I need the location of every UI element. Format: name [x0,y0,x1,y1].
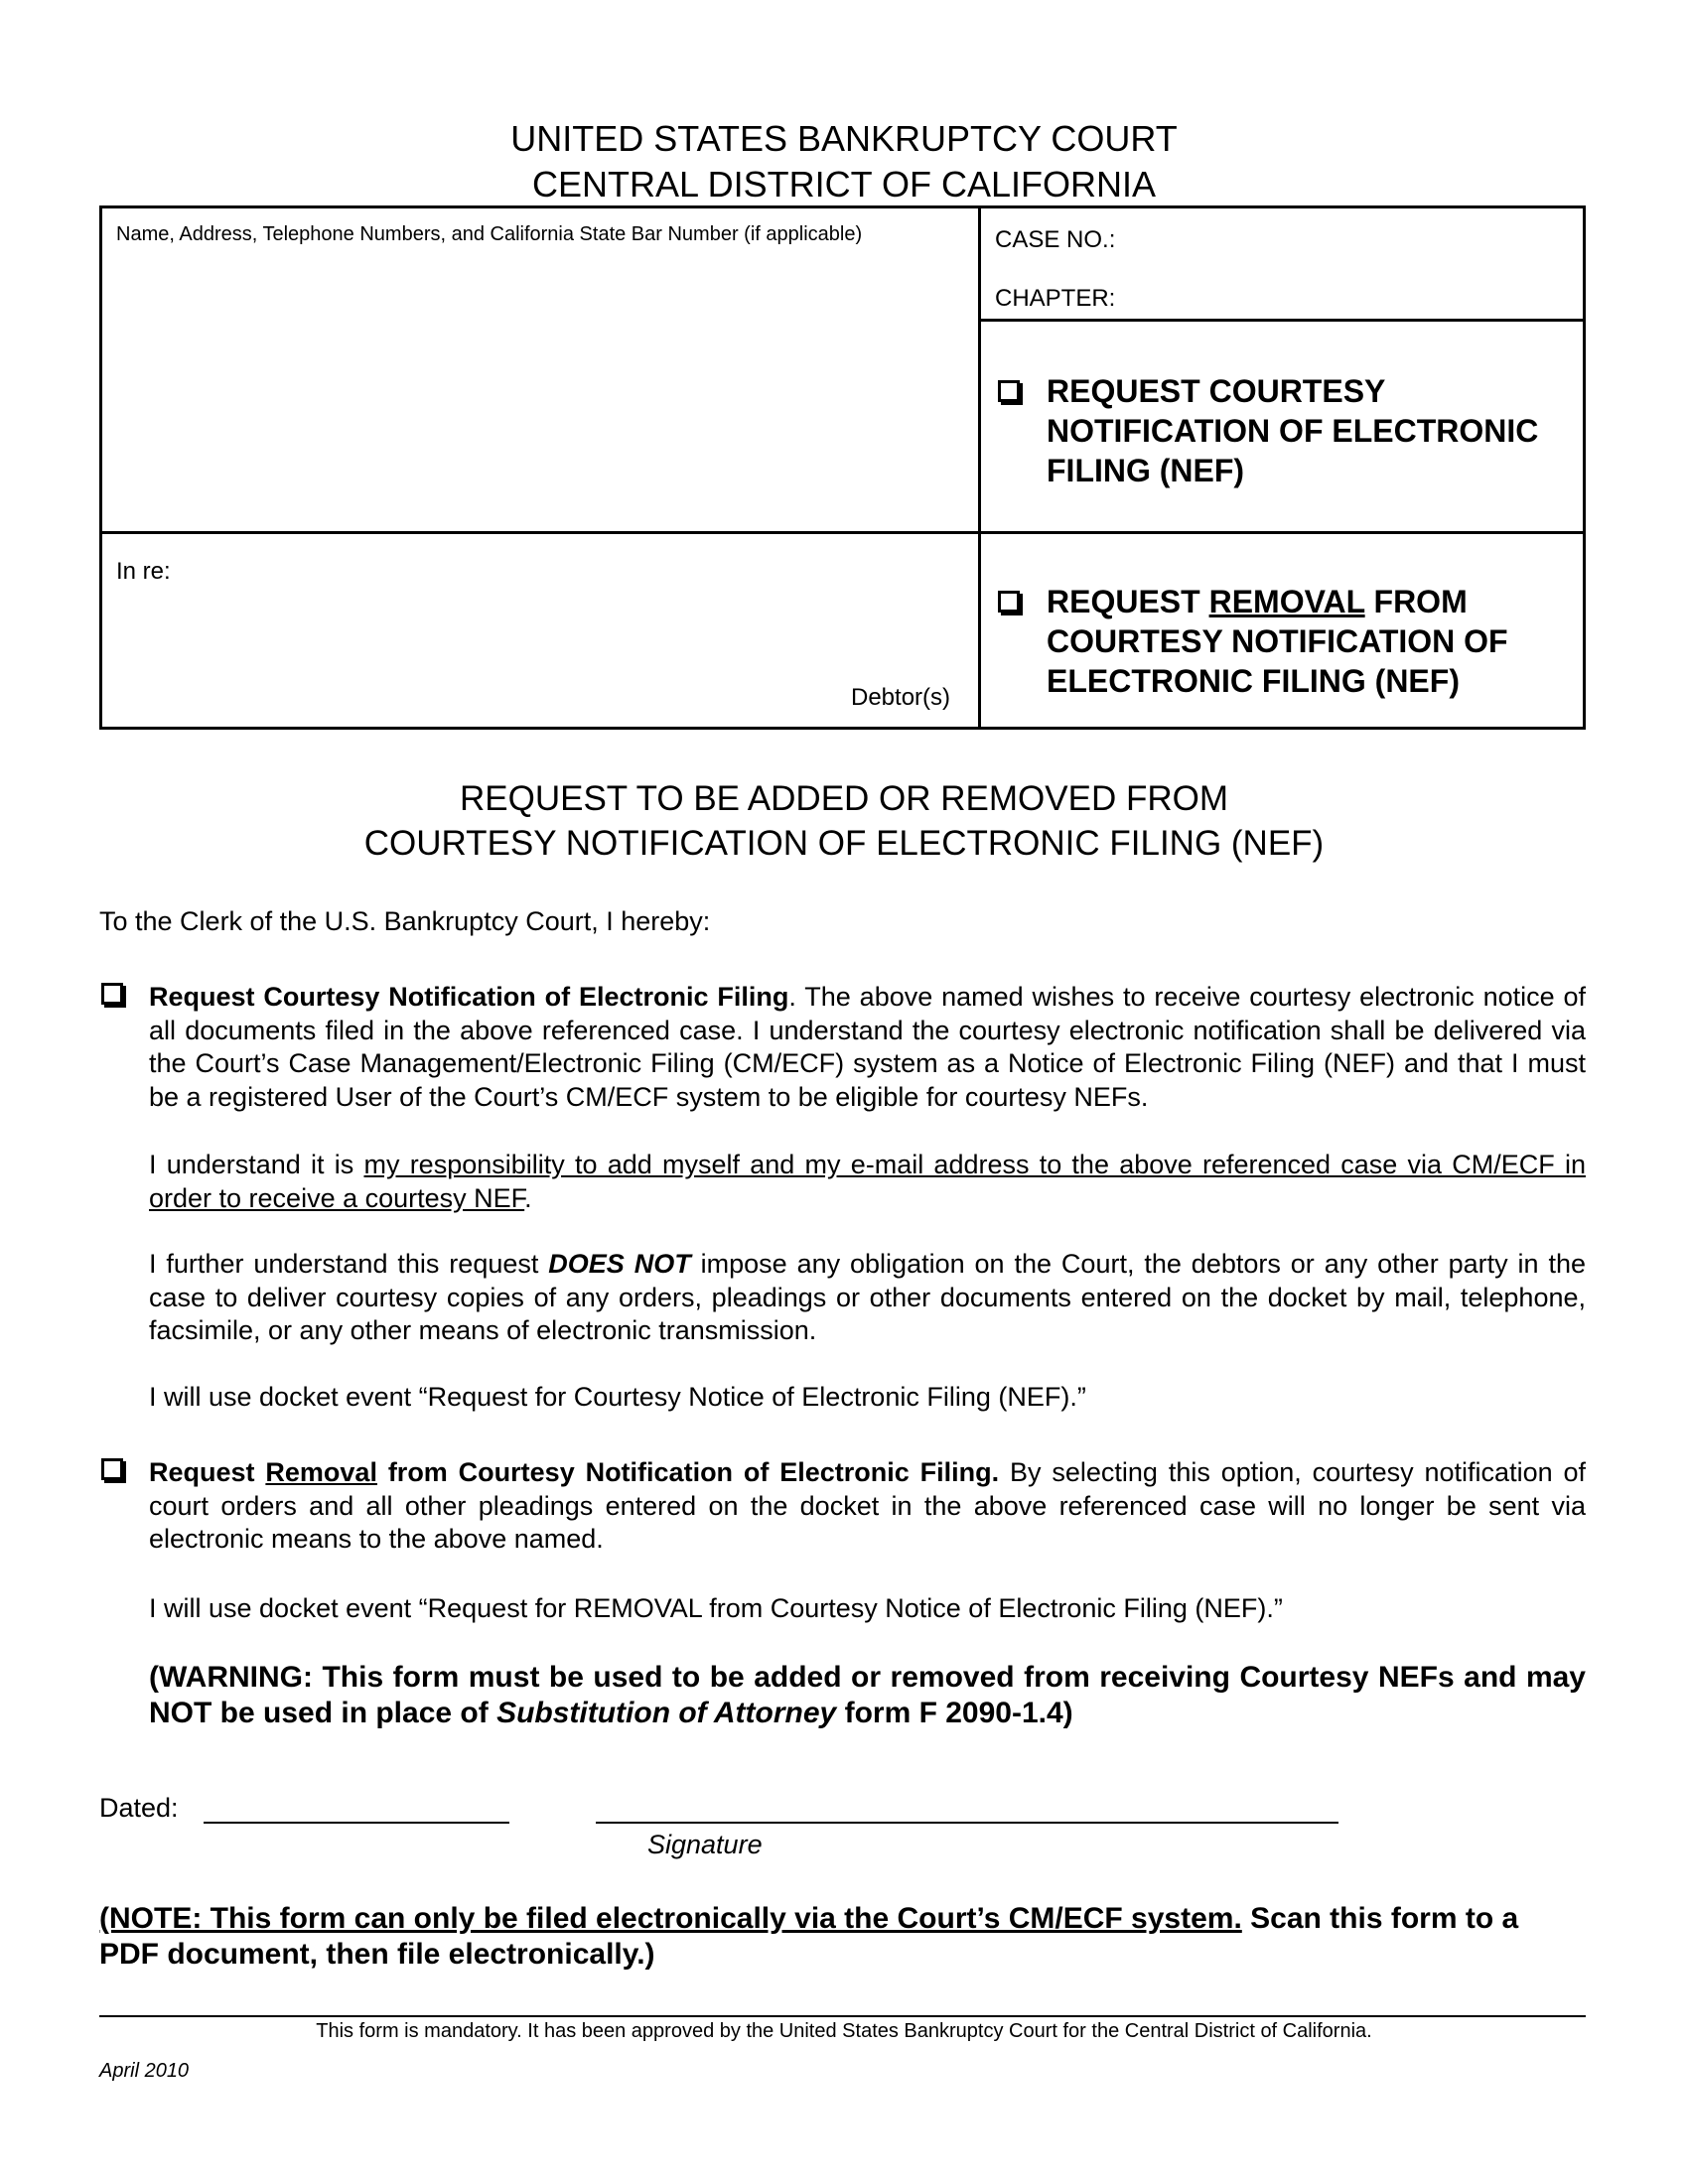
responsibility-paragraph: I understand it is my responsibility to add myself and my e-mail address to the above referenced case via CM/ECF in order to receive a courtesy NEF. [149,1150,1586,1213]
request-courtesy-option: REQUEST COURTESY NOTIFICATION OF ELECTRONIC FILING (NEF) [1047,373,1539,488]
request-courtesy-checkbox[interactable] [998,380,1020,402]
caption-divider-right-top [978,319,1586,322]
court-district: CENTRAL DISTRICT OF CALIFORNIA [531,164,1157,205]
form-title-line1: REQUEST TO BE ADDED OR REMOVED FROM [459,779,1229,818]
intro-text: To the Clerk of the U.S. Bankruptcy Court, I hereby: [99,906,711,936]
request-removal-option: REQUEST REMOVAL FROM COURTESY NOTIFICATION OF ELECTRONIC FILING (NEF) [1047,584,1508,699]
remove-docket-event: I will use docket event “Request for REMOVAL from Courtesy Notice of Electronic Filing (NEF).” [149,1593,1283,1623]
caption-divider-left [99,531,981,534]
in-re-label: In re: [116,558,171,585]
attorney-info-label: Name, Address, Telephone Numbers, and California State Bar Number (if applicable) [116,223,863,245]
court-name: UNITED STATES BANKRUPTCY COURT [510,118,1178,159]
caption-divider-right-bottom [978,531,1586,534]
signature-field[interactable] [596,1822,1338,1824]
date-field[interactable] [204,1822,509,1824]
add-request-checkbox[interactable] [101,983,123,1005]
request-removal-checkbox[interactable] [998,591,1020,613]
signature-label: Signature [647,1830,763,1859]
form-title-line2: COURTESY NOTIFICATION OF ELECTRONIC FILING (NEF) [363,824,1325,863]
add-docket-event: I will use docket event “Request for Courtesy Notice of Electronic Filing (NEF).” [149,1382,1086,1412]
case-no-label: CASE NO.: [995,226,1116,253]
remove-request-checkbox[interactable] [101,1458,123,1480]
caption-divider-vertical [978,205,981,730]
add-request-paragraph: Request Courtesy Notification of Electronic Filing. The above named wishes to receive courtesy electronic notice of all documents filed in the above referenced case. I understand the courtesy electronic notification shall be delivered via the Court’s Case Management/Electronic Filing (CM/ECF) system as a Notice of Electronic Filing (NEF) and that I must be a registered User of the Court’s CM/ECF system to be eligible for courtesy NEFs. [149,982,1587,1112]
mandatory-notice: This form is mandatory. It has been approved by the United States Bankruptcy Court for the Central District of California. [316,2020,1372,2042]
debtor-label: Debtor(s) [851,684,951,711]
form-date: April 2010 [99,2060,190,2082]
chapter-label: CHAPTER: [995,285,1116,312]
remove-request-paragraph: Request Removal from Courtesy Notification of Electronic Filing. By selecting this option, courtesy notification of court orders and all other pleadings entered on the docket in the above referenced case will no longer be sent via electronic means to the above named. [149,1457,1586,1554]
obligation-paragraph: I further understand this request DOES NOT impose any obligation on the Court, the debtors or any other party in the case to deliver courtesy copies of any orders, pleadings or other documents entered on the docket by mail, telephone, facsimile, or any other means of electronic transmission. [149,1249,1586,1345]
dated-label: Dated: [99,1793,179,1823]
filing-note: (NOTE: This form can only be filed electronically via the Court’s CM/ECF system. Scan this form to a PDF document, then file electronically.) [99,1902,1519,1971]
warning-text: (WARNING: This form must be used to be added or removed from receiving Courtesy NEFs and may NOT be used in place of Substitution of Attorney form F 2090-1.4) [149,1661,1586,1729]
footer-rule [99,2015,1586,2017]
